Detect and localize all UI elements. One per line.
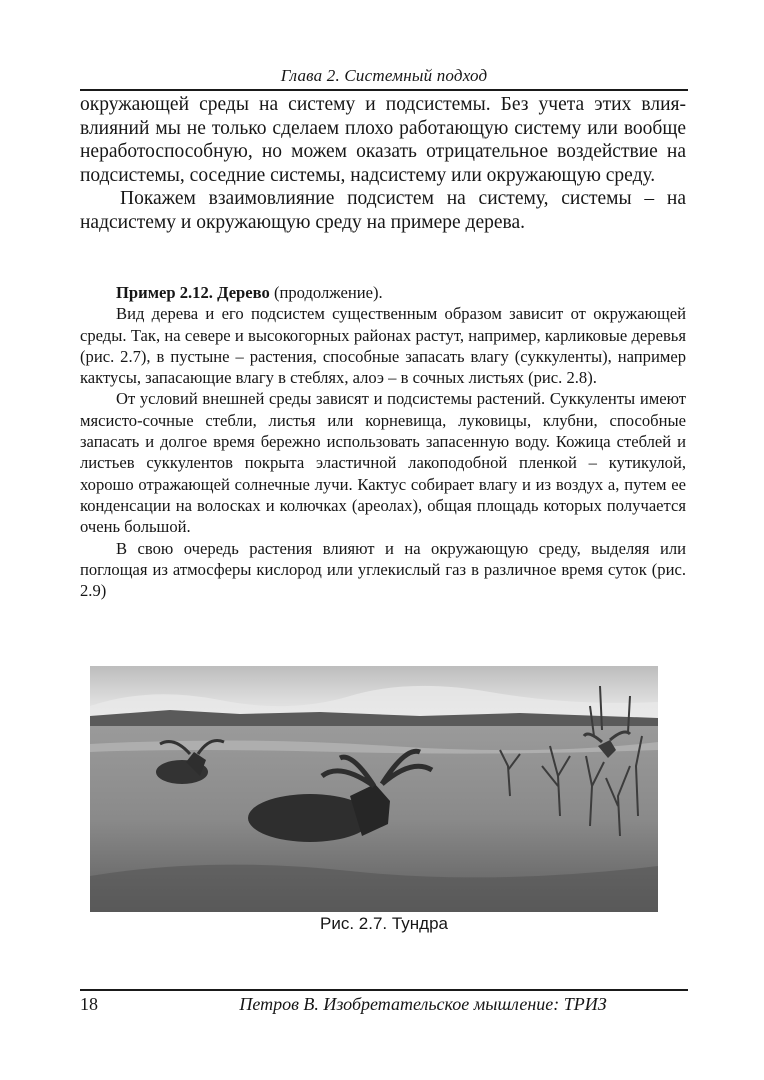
example-title-suffix: (продолжение). [269, 283, 383, 302]
header-rule [80, 89, 688, 91]
paragraph-plants-influence: В свою очередь растения влияют и на окружающую среду, выделяя или поглощая из атмосферы кислород или углекислый газ в различное время суток (рис. 2.9) [80, 538, 686, 601]
page-number: 18 [80, 994, 98, 1014]
paragraph-tree-environment: Вид дерева и его подсистем существенным образом зависит от окружающей среды. Так, на севере и высокогорных районах растут, например, карликовые деревья (рис. 2.7), в пустыне – растения, способные запасать влагу (суккуленты), например кактусы, запасающие влагу в стеблях, алоэ – в сочных листьях (рис. 2.8). [80, 304, 686, 388]
paragraph-intro-example: Покажем взаимовлияние подсистем на систему, системы – на надсистему и окружающую среду на примере дерева. [80, 188, 686, 233]
running-header: Глава 2. Системный подход [280, 66, 488, 85]
example-title: Пример 2.12. Дерево [116, 283, 270, 302]
figure-caption: Рис. 2.7. Тундра [319, 914, 448, 933]
tundra-photo [90, 666, 658, 912]
running-footer: Петров В. Изобретательское мышление: ТРИЗ [239, 994, 607, 1014]
footer-rule [80, 989, 688, 991]
example-heading [80, 282, 686, 303]
intro-text-block [80, 93, 686, 235]
example-text-block [80, 282, 686, 601]
paragraph-plant-subsystems: От условий внешней среды зависят и подсистемы растений. Суккуленты имеют мясисто-сочные стебли, листья или корневища, луковицы, клубни, способные запасать и долгое время бережно использовать запасенную воду. Кожица стеблей и листьев суккулентов покрыта эластичной лакоподобной пленкой – кутикулой, хорошо отражающей солнечные лучи. Кактус собирает влагу и из воздух а, путем ее конденсации на волосках и колючках (ареолах), общая площадь которых получается очень большой. [80, 389, 686, 537]
tundra-photo-drawing [90, 666, 658, 912]
paragraph-continuation: окружающей среды на систему и подсистемы. Без учета этих влия-влияний мы не только сделаем плохо работающую систему или вообще неработоспособную, но можем оказать отрицательное воздействие на подсистемы, соседние системы, надсистему или окружающую среду. [80, 94, 686, 186]
